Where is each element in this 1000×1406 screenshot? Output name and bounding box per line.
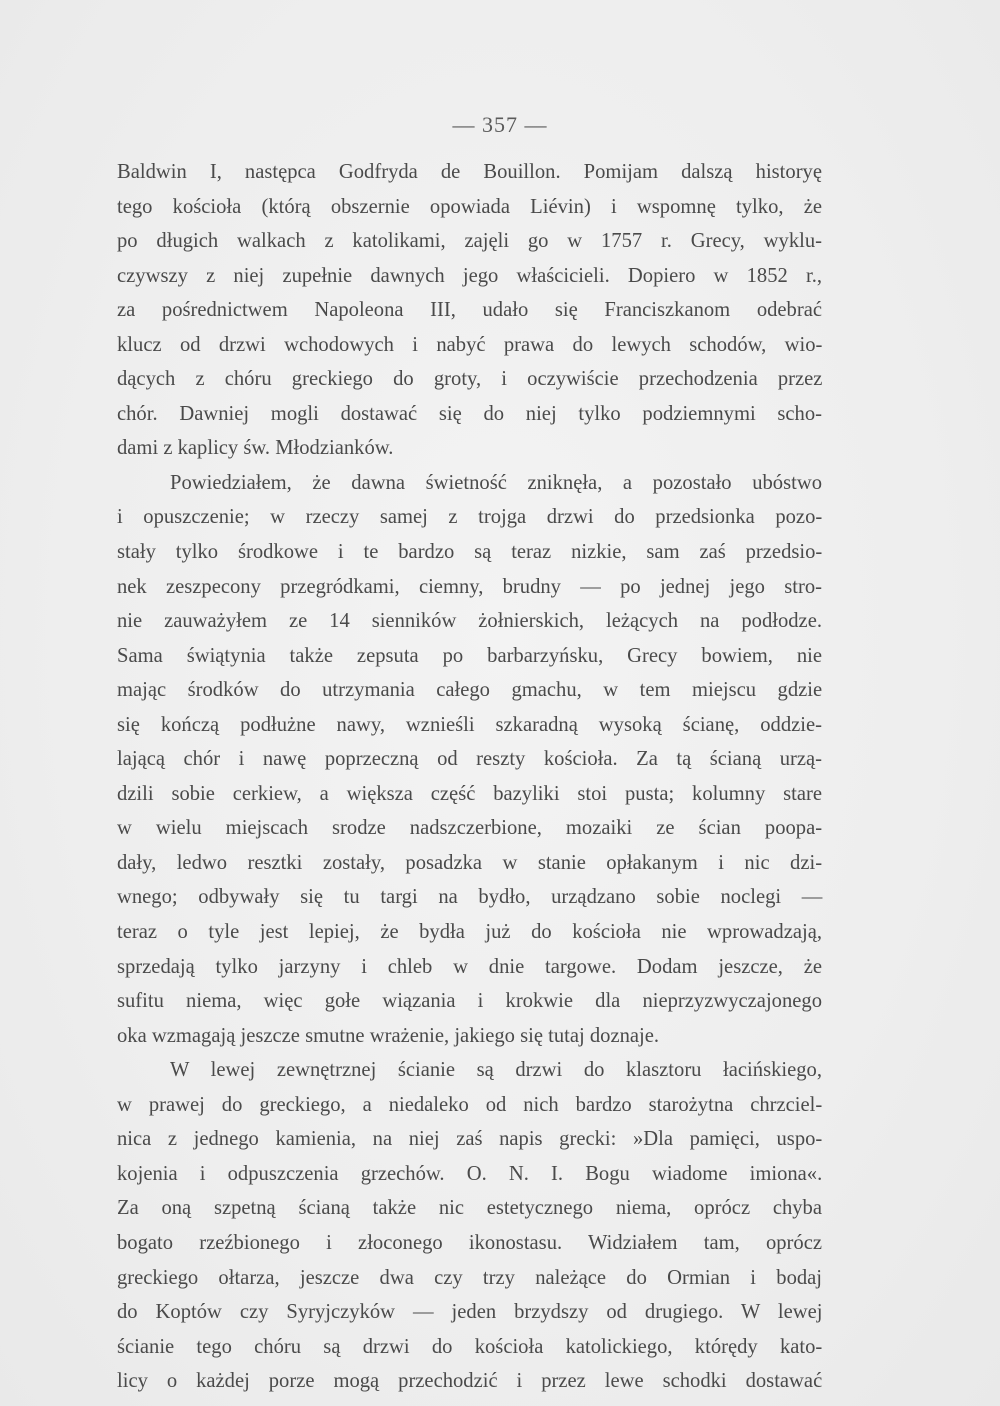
page-number: — 357 — <box>452 112 548 137</box>
text-line: Sama świątynia także zepsuta po barbarzyńsku, Grecy bowiem, nie <box>117 644 822 667</box>
text-line: za pośrednictwem Napoleona III, udało się Franciszkanom odebrać <box>117 299 822 322</box>
text-line: wnego; odbywały się tu targi na bydło, urządzano sobie noclegi — <box>117 886 823 909</box>
text-line: stały tylko środkowe i te bardzo są teraz nizkie, sam zaś przedsio- <box>117 541 823 564</box>
text-line: w wielu miejscach srodze nadszczerbione, mozaiki ze ścian poopa- <box>117 817 823 840</box>
text-line: w prawej do greckiego, a niedaleko od nich bardzo starożytna chrzciel- <box>117 1093 823 1116</box>
text-line: licy o każdej porze mogą przechodzić i przez lewe schodki dostawać <box>117 1370 823 1393</box>
text-line: sprzedają tylko jarzyny i chleb w dnie targowe. Dodam jeszcze, że <box>117 955 822 978</box>
text-line: kojenia i odpuszczenia grzechów. O. N. I. Bogu wiadome imiona«. <box>117 1162 823 1185</box>
text-line: chór. Dawniej mogli dostawać się do niej tylko podziemnymi scho- <box>117 402 822 425</box>
text-line: ścianie tego chóru są drzwi do kościoła katolickiego, którędy kato- <box>117 1335 823 1358</box>
text-line: po długich walkach z katolikami, zajęli go w 1757 r. Grecy, wyklu- <box>117 230 822 253</box>
text-line: sufitu niema, więc gołe wiązania i krokwie dla nieprzyzwyczajonego <box>117 990 822 1013</box>
body-text <box>117 155 822 1399</box>
text-line: dały, ledwo resztki zostały, posadzka w stanie opłakanym i nic dzi- <box>117 851 823 874</box>
text-line: dzili sobie cerkiew, a większa część bazyliki stoi pusta; kolumny stare <box>117 782 822 805</box>
text-line: nek zeszpecony przegródkami, ciemny, brudny — po jednej jego stro- <box>117 575 822 598</box>
text-line: Baldwin I, następca Godfryda de Bouillon. Pomijam dalszą historyę <box>117 161 822 183</box>
text-line: bogato rzeźbionego i złoconego ikonostasu. Widziałem tam, oprócz <box>117 1231 822 1254</box>
text-line: oka wzmagają jeszcze smutne wrażenie, jakiego się tutaj doznaje. <box>117 1024 660 1047</box>
text-line: do Koptów czy Syryjczyków — jeden brzydszy od drugiego. W lewej <box>117 1301 823 1324</box>
text-line: dących z chóru greckiego do groty, i oczywiście przechodzenia przez <box>117 368 823 391</box>
text-line: W lewej zewnętrznej ścianie są drzwi do klasztoru łacińskiego, <box>170 1059 822 1082</box>
text-line: tego kościoła (którą obszernie opowiada Liévin) i wspomnę tylko, że <box>117 195 822 218</box>
text-line: Powiedziałem, że dawna świetność zniknęła, a pozostało ubóstwo <box>170 471 822 494</box>
text-line: się kończą podłużne nawy, wznieśli szkaradną wysoką ścianę, oddzie- <box>117 713 822 736</box>
text-line: teraz o tyle jest lepiej, że bydła już do kościoła nie wprowadzają, <box>117 921 822 944</box>
text-line: greckiego ołtarza, jeszcze dwa czy trzy należące do Ormian i bodaj <box>117 1266 823 1289</box>
text-line: lającą chór i nawę poprzeczną od reszty kościoła. Za tą ścianą urzą- <box>117 748 823 771</box>
text-line: i opuszczenie; w rzeczy samej z trojga drzwi do przedsionka pozo- <box>117 506 823 529</box>
text-line: nie zauważyłem ze 14 sienników żołnierskich, leżących na podłodze. <box>117 610 822 633</box>
text-line: mając środków do utrzymania całego gmachu, w tem miejscu gdzie <box>117 679 823 702</box>
text-line: dami z kaplicy św. Młodzianków. <box>117 437 394 460</box>
text-line: Za oną szpetną ścianą także nic estetycznego niema, oprócz chyba <box>117 1197 822 1220</box>
text-line: czywszy z niej zupełnie dawnych jego właścicieli. Dopiero w 1852 r., <box>117 264 822 287</box>
text-line: nica z jednego kamienia, na niej zaś napis grecki: »Dla pamięci, uspo- <box>117 1128 823 1151</box>
text-line: klucz od drzwi wchodowych i nabyć prawa do lewych schodów, wio- <box>117 333 823 356</box>
